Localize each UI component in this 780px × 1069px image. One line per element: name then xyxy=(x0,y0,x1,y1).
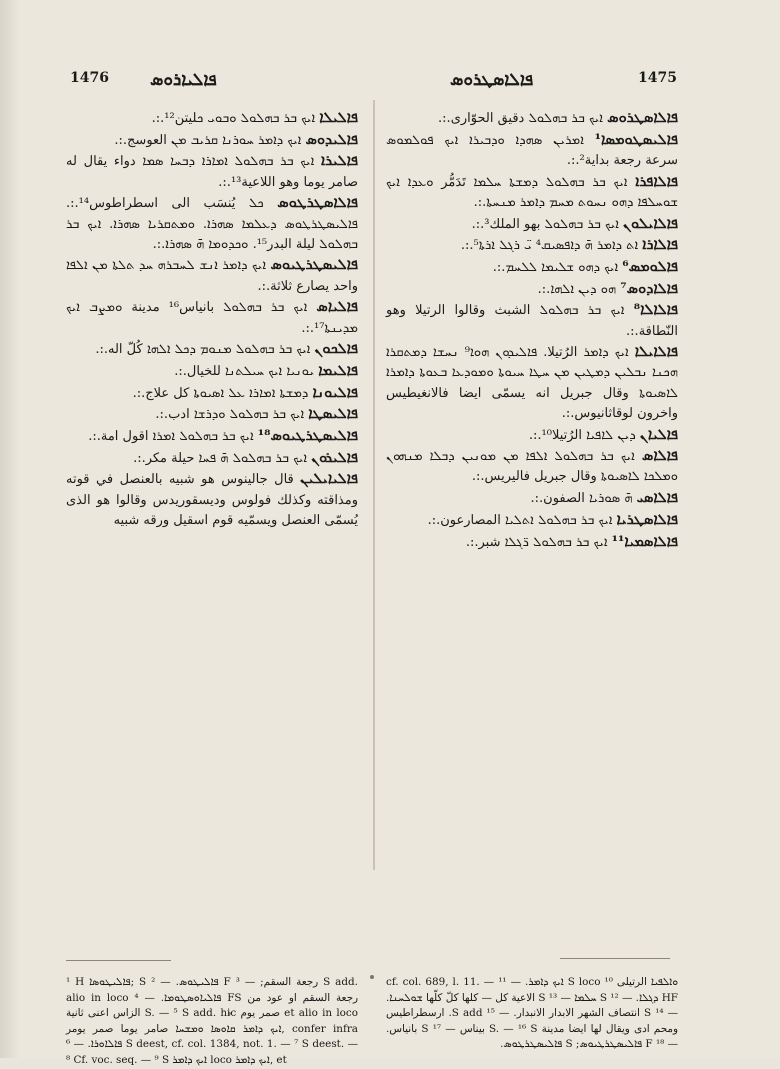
footnote-rule-right xyxy=(560,958,670,959)
entry-definition: ܐܝܟ ܕܐܡܪ ܚܘܪܢܐ ܩܪܝܒ ܡܢ العوسج.:. xyxy=(114,132,306,148)
entry-definition: ܐܝܟ ܒܪ ܒܗܠܘܠ ܡܢܘܡ ܕܟܠ ܐܠܗܐ كُلّ اله.:. xyxy=(95,342,315,358)
entry-definition: ܝܘܢܝܐ ܐܝܟ ܚܝܠܬܢܐ للخيال.:. xyxy=(174,363,319,379)
entry-headword: ܦܐܠܐܝܠܘܢ xyxy=(623,214,678,232)
entry-headword: ܦܐܠܝܐܝܠܝܢ xyxy=(300,470,358,488)
entry-headword: ܦܐܠܐܣܛܪܝܐ xyxy=(616,510,678,528)
entry-headword: ܦܐܠܝܕܘܣ xyxy=(305,130,358,148)
footnote-rule-left xyxy=(66,960,171,961)
entry-headword: ܦܐܠܐܣܝ xyxy=(636,489,678,507)
entry-definition: ܐܝܟ ܒܪ ܒܗܠܘܠ ܐܡܪܐ اقول امة.:. xyxy=(88,429,258,445)
dictionary-entry xyxy=(386,235,678,256)
left-page-number: 1476 xyxy=(70,70,109,86)
dictionary-entry xyxy=(66,426,358,447)
dictionary-entry xyxy=(66,361,358,382)
right-running-title: ܦܐܠܐܣܛܪܘܣ xyxy=(450,70,534,90)
entry-definition: ܐܝܟ ܒܪ ܒܗܠܘܠ ܐܡܐܪܐ ܕܒܚܐ ܣܡܐ دواء يقال له صامر يوما وهو اللاعية¹³.:. xyxy=(66,154,358,190)
dictionary-entry xyxy=(66,151,358,192)
entry-definition: ܐܝܟ ܒܪ ܒܗܠܘܠ ܕܡܫܬܐ ܚܠܡܐ تَدَمُّر ܘܥܕܐ ܐܝܟ ܫܘܚܠܦܐ ܕܗܘ ܢܚܘܬ ܡܚܡ ܕܐܡܪ ܡܢܚܬܐ.:. xyxy=(386,174,678,210)
entry-headword: ܦܐܠܝܠܐ xyxy=(319,109,358,126)
footnotes-right: ܘܐܠܦܝܐ الرتيلى ¹⁰ S loco ܐܝܟ ܕܐܡܪ. — cf. col. 689, l. 11. — ¹¹ HF ܕܓܠܐ. — ¹² S ܚܠܡܐ — ¹³ S الاعية كل — كلها كلّ كلّها ܫܘܠܚܢܐ. — ¹⁴ S انتصاف الشهر الابدار الانبدار. — ¹⁵ S add. ارسطراطيس ومحم ادى ويقال لها ايضا مدينة S. — ¹⁶ S بيناس — ¹⁷ S بانياس. — ¹⁸ F ܦܐܠܝܣܛܪܛܝܘܣ; S ܦܐܠܝܣܛܪܛܘܣ. xyxy=(386,976,678,1051)
dictionary-entry xyxy=(386,130,678,171)
dictionary-entry xyxy=(386,300,678,341)
entry-definition: ܟܠ يُنسَب الى اسطراطوس¹⁴.:. ܦܐܠܝܣܛܪܛܘܣ ܕܥܠܡܐ ܣܗܪܐ. ܘܡܬܩܪܝܐ ܣܗܪܐ. ܐܝܟ ܒܪ ܒܗܠܘܠ ليلة البدر¹⁵. ܘܟܕܘܡܐ ܗ̄ ܣܗܪܐ.:. xyxy=(66,196,358,252)
entry-definition: ܐܝܟ ܕܐܡܪ الرُتيلا. ܦܐܠܝܕܘܢ ܗܘܐ⁹ ܢܚܫܐ ܕܡܬܩܪܐ ܗܟܢܐ ܢܒܠܝܢ ܕܡܛܝܢ ܡܢ ܚܛܐ ܚܝܘܬܐ ܘܡܘܕܥܐ ܒܥܘܬܐ ܕܐܡܪܐ ܠܐܣܝܘܬܐ وقال جبريل انه يسمّى ايضا فالانغيطيس واخرون لوقاثانيوس.:. xyxy=(386,345,678,421)
running-header xyxy=(70,70,677,96)
entry-definition: ܗܘ ܕܝܢ ܐܠܗܐ.:. xyxy=(537,281,621,297)
entry-definition: ܐܝܟ ܒܪ ܒܗܠܘܠ دقيق الحوّارى.:. xyxy=(438,111,608,126)
entry-headword: ܦܐܠܝܘܢܐ xyxy=(312,383,358,401)
dictionary-entry xyxy=(66,130,358,151)
left-running-title: ܦܐܠܝܐܪܘܣ xyxy=(150,70,217,90)
left-column xyxy=(66,108,358,532)
entry-definition: ܐܝܟ ܒܪ ܒܗܠܘܠ بهو الملك³.:. xyxy=(471,216,624,232)
dictionary-entry xyxy=(386,488,678,509)
dictionary-entry xyxy=(66,383,358,404)
entry-headword: ܦܐܠܝܪܘܢ xyxy=(311,448,358,466)
entry-headword: ܦܐܠܐܪܐ xyxy=(642,236,678,254)
dictionary-entry xyxy=(66,297,358,338)
entry-headword: ܦܐܠܐܦܪܐ xyxy=(635,172,678,190)
entry-headword: ܦܐܠܝܡܐ xyxy=(318,361,358,379)
entry-headword: ܦܐܠܐܣܡܝܐ¹¹ xyxy=(611,532,678,550)
entry-headword: ܦܐܠܐܣܛܪܛܘܣ xyxy=(277,194,358,212)
entry-definition: ܕܡܫܬܐ ܐܡܐܪܐ ܥܠ ܐܣܝܘܬܐ كل علاج.:. xyxy=(132,385,313,401)
entry-headword: ܦܐܠܝܐܢ xyxy=(639,425,678,443)
entry-headword: ܦܐܠܟܘܢ xyxy=(314,340,358,358)
dictionary-entry xyxy=(386,214,678,235)
entry-definition: ܐܝܟ ܕܐܡܪ ܐܢܫ ܠܚܒܪܗ ܚܕ ܬܠܬܐ ܡܢ ܐܠܦܐ واحد يصارع ثلاثة.:. xyxy=(66,258,358,294)
dictionary-entry xyxy=(386,108,678,129)
dictionary-entry xyxy=(386,510,678,531)
dictionary-entry xyxy=(386,172,678,213)
entry-headword: ܦܐܠܐܣ xyxy=(641,447,678,465)
entry-headword: ܦܐܠܝܐܣ xyxy=(316,298,358,316)
entry-definition: ܐܝܟ ܒܪ ܒܗܠܘܠ بانياس¹⁶ مدينة ܘܡܨܒ ܐܝܟ ܡܕܝܢܬܐ¹⁷.:. xyxy=(66,300,358,336)
entry-headword: ܦܐܠܘܡܣ⁶ xyxy=(622,257,678,275)
entry-definition: ܐܝܟ ܒܪ ܒܗܠܘܠ ܪ̈ܓܠܐ شبر.:. xyxy=(465,534,612,550)
footnotes-left: ¹ H ܦܐܠܝܛܘܣܐ; S ܦܐܠܝܛܘܣ. — ² F رجعة السقم; — ³ S add. alio in loco ܦܐܠܝܐܘܣܛܘܡܐ. — ⁴ FS رجعة السقم او عود من الزاس اعنى ثانية S. — ⁵ S add. hic صمر يوم et alio in loco ܐܝܟ ܕܐܡܪ ܩܐܘܣܐ ܘܡܫܚܐ صامر يوما صمر يومر, confer infra ܦܐܠܐܘܪܐ. — ⁶ S deest, cf. col. 1384, not. 1. — ⁷ S deest. — ⁸ Cf. voc. seq. — ⁹ S ܐܝܟ ܕܐܡܪ loco ܐܝܟ ܕܐܡܪ, et xyxy=(66,976,359,1066)
entry-definition: ܐܬ ܕܐܡܪ ܗ̄ ܕܐܦܣܝܩ⁴ ܝ̈ ܪܓܠ ܐܪܬܐ⁵.:. xyxy=(460,238,643,254)
dictionary-entry xyxy=(386,425,678,446)
entry-headword: ܦܐܠܝܣܛܘܡܣܐ¹ xyxy=(594,130,678,148)
entry-definition: ܐܝܟ ܒܪ ܒܗܠܘܠ ܐܬܠܝܐ المصارعون.:. xyxy=(427,512,617,528)
entry-definition: ܐܝܟ ܒܪ ܒܗܠܘܠ ܗ̄ ܦܚܐ حيلة مكر.:. xyxy=(133,450,312,466)
entry-definition: ܐܝܟ ܒܪ ܒܗܠܘܠ ܘܕܪܫܐ ادب.:. xyxy=(155,407,309,423)
entry-definition: ܐܝܟ ܒܪ ܒܗܠܘܠ الشبث وقالوا الرتيلا وهو النّطاقة.:. xyxy=(386,303,678,339)
dictionary-entry xyxy=(66,469,358,531)
dictionary-entry xyxy=(386,342,678,424)
entry-headword: ܦܐܠܐܝܠܐ xyxy=(634,343,678,361)
dictionary-entry xyxy=(386,257,678,278)
right-column xyxy=(386,108,678,553)
dictionary-entry xyxy=(386,532,678,553)
entry-headword: ܦܐܠܝܣܛܪܛܝܘܣ xyxy=(270,256,358,274)
entry-definition: ܕܝܢ ܠܐܦܝܐ الرُتيلا¹⁰.:. xyxy=(528,427,640,443)
dictionary-entry xyxy=(386,279,678,300)
dictionary-entry xyxy=(66,108,358,129)
entry-definition: قال جالينوس هو شبيه بالعنصل في قوته ومذاقته وكذلك فولوس وديسقوريدس وقالوا هو الذى يُسمّى العنصل ويسمّيه قوم اسقيل ورقه شبيه xyxy=(66,472,358,528)
entry-headword: ܦܐܠܝܣܛܪܛܝܘܣ¹⁸ xyxy=(257,427,358,445)
entry-definition: ܗ̄ ܣܘܪܝܐ الصفون.:. xyxy=(530,491,637,507)
ink-speck xyxy=(370,975,374,979)
dictionary-entry xyxy=(66,255,358,296)
dictionary-entry xyxy=(66,339,358,360)
entry-headword: ܦܐܠܐܕܘܣ⁷ xyxy=(620,279,678,297)
dictionary-entry xyxy=(66,193,358,255)
entry-headword: ܦܐܠܐܣܛܪܘܣ xyxy=(607,109,678,126)
entry-headword: ܦܐܠܐܠܐ⁸ xyxy=(633,301,678,319)
entry-headword: ܦܐܠܝܣܛܐ xyxy=(308,405,358,423)
entry-definition: ܐܝܟ ܒܪ ܒܗܠܘܠ ܘܒܘܝ ܟليتن¹².:. xyxy=(151,111,320,126)
dictionary-entry xyxy=(66,404,358,425)
entry-definition: ܐܡܪܝܢ ܣܗܕܐ ܘܕܒܝܪܐ ܐܝܟ ܦܘܠܡܘܣ سرعة رجعة بداية².:. xyxy=(386,132,678,168)
dictionary-entry xyxy=(386,446,678,487)
page-gutter xyxy=(0,0,20,1058)
right-page-number: 1475 xyxy=(638,70,677,86)
column-divider xyxy=(373,100,375,870)
entry-definition: ܐܝܟ ܕܗܘ ܫܠܝܡܐ ܠܠܚܡ.:. xyxy=(492,259,623,275)
entry-headword: ܦܐܠܝܪܐ xyxy=(320,152,358,170)
entry-definition: ܐܝܟ ܒܪ ܒܗܠܘܠ ܐܠܦܐ ܡܢ ܡܘܢܝܢ ܕܒܠܐ ܡܢܗܘܢ ܘܡܠܟܐ ܠܐܣܝܘܬܐ وقال جبريل فاليريس.:. xyxy=(386,449,678,485)
dictionary-entry xyxy=(66,448,358,469)
